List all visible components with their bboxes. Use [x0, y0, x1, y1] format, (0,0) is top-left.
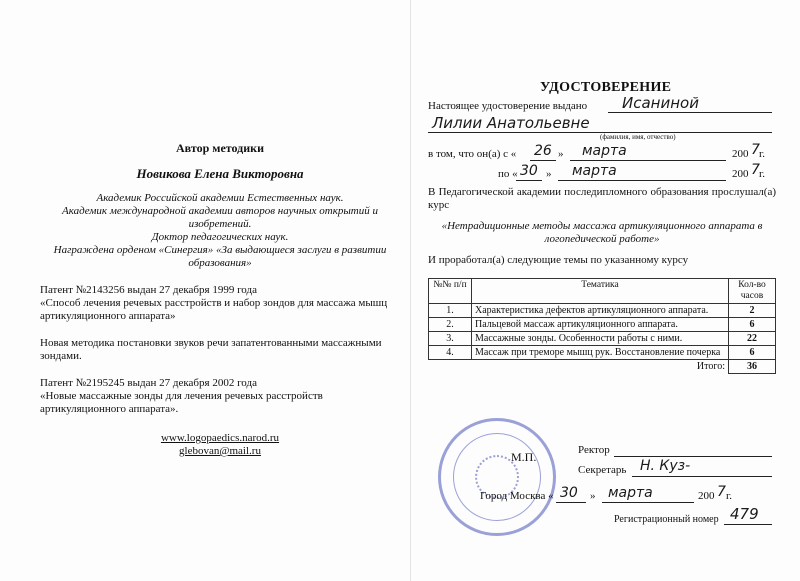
row-topic: Массаж при треморе мышц рук. Восстановление почерка: [472, 346, 729, 360]
issued-label: Настоящее удостоверение выдано: [428, 100, 588, 112]
patent-1-title: «Способ лечения речевых расстройств и набор зондов для массажа мышц артикуляционного аппарата»: [40, 297, 388, 322]
author-name: Новикова Елена Викторовна: [136, 166, 304, 181]
official-seal: [438, 418, 556, 536]
issued-name: Лилии Анатольевне: [432, 114, 590, 132]
issue-year-prefix: 200: [698, 490, 715, 502]
col-header-hours: Кол-во часов: [729, 279, 776, 304]
to-month-line: [558, 163, 726, 181]
topics-intro: И проработал(а) следующие темы по указанному курсу: [428, 254, 689, 266]
secretary-signature-line: [632, 458, 772, 477]
issued-surname-line: [608, 94, 772, 113]
to-label: по «: [498, 168, 518, 180]
issued-name-line: [428, 114, 772, 133]
table-row: [429, 318, 776, 332]
col-header-num: №№ п/п: [429, 279, 472, 304]
topics-table: [428, 278, 776, 374]
from-year-prefix: 200: [732, 148, 749, 160]
col-header-topic: Тематика: [472, 279, 729, 304]
patent-1-number: Патент №2143256 выдан 27 декабря 1999 года: [40, 284, 257, 296]
reg-label: Регистрационный номер: [614, 514, 719, 525]
to-day: 30: [520, 163, 538, 179]
issue-day: 30: [560, 485, 578, 501]
quote-close: »: [558, 148, 564, 160]
row-hours: 6: [729, 318, 776, 332]
author-title-line: Награждена орденом «Синергия» «За выдающиеся заслуги в развитии образования»: [53, 244, 387, 269]
from-label: в том, что он(а) с «: [428, 148, 517, 160]
patent-2-title: «Новые массажные зонды для лечения речевых расстройств артикуляционного аппарата».: [40, 390, 323, 415]
table-header-row: [429, 279, 776, 304]
to-day-line: [516, 163, 542, 181]
row-topic: Массажные зонды. Особенности работы с ними.: [472, 332, 729, 346]
academy-text: В Педагогической академии последипломного образования прослушал(а) курс: [428, 186, 776, 211]
from-day: 26: [534, 143, 552, 159]
patent-2: [40, 377, 400, 416]
total-label: Итого:: [429, 360, 729, 374]
row-topic: Характеристика дефектов артикуляционного аппарата.: [472, 304, 729, 318]
certificate-title: УДОСТОВЕРЕНИЕ: [540, 80, 672, 95]
to-month: марта: [572, 163, 617, 179]
row-num: 1.: [429, 304, 472, 318]
patent-2-number: Патент №2195245 выдан 27 декабря 2002 года: [40, 377, 257, 389]
rector-signature-line: [614, 442, 772, 457]
author-heading: Автор методики: [176, 141, 264, 155]
to-year-suffix: г.: [759, 168, 766, 180]
author-titles: [40, 192, 400, 270]
from-day-line: [530, 143, 556, 161]
issue-month-line: [602, 485, 694, 503]
reg-number-line: [724, 505, 772, 525]
city-label: Город Москва «: [480, 490, 554, 502]
course-title: «Нетрадиционные методы массажа артикуляционного аппарата в логопедической работе»: [441, 220, 763, 245]
stamp-label: М.П.: [511, 450, 537, 464]
author-title-line: Академик Российской академии Естественных наук.: [96, 192, 344, 204]
left-page: [40, 135, 400, 458]
row-hours: 6: [729, 346, 776, 360]
issue-year-suffix: г.: [726, 490, 733, 502]
method-note: Новая методика постановки звуков речи запатентованными массажными зондами.: [40, 337, 382, 362]
total-hours: 36: [729, 360, 776, 374]
to-year-digit: 7: [751, 162, 760, 178]
issued-surname: Исаниной: [622, 94, 699, 112]
from-month-line: [570, 143, 726, 161]
page-fold: [410, 0, 411, 581]
table-row: [429, 332, 776, 346]
website-link[interactable]: www.logopaedics.narod.ru: [160, 432, 280, 444]
from-year-digit: 7: [751, 142, 760, 158]
to-year-prefix: 200: [732, 168, 749, 180]
author-title-line: Академик международной академии авторов научных открытий и изобретений.: [62, 205, 378, 230]
issue-day-line: [556, 485, 586, 503]
row-topic: Пальцевой массаж артикуляционного аппарата.: [472, 318, 729, 332]
contact-links: [40, 432, 400, 458]
table-row: [429, 304, 776, 318]
row-hours: 22: [729, 332, 776, 346]
row-num: 4.: [429, 346, 472, 360]
table-row: [429, 346, 776, 360]
rector-label: Ректор: [578, 444, 610, 456]
row-num: 3.: [429, 332, 472, 346]
from-month: марта: [582, 143, 627, 159]
quote-close: »: [590, 490, 596, 502]
reg-number: 479: [730, 505, 759, 523]
quote-close: »: [546, 168, 552, 180]
secretary-label: Секретарь: [578, 464, 627, 476]
email-link[interactable]: glebovan@mail.ru: [179, 445, 261, 457]
row-num: 2.: [429, 318, 472, 332]
patent-1: [40, 284, 400, 323]
row-hours: 2: [729, 304, 776, 318]
secretary-signature: Н. Куз-: [640, 458, 691, 474]
name-hint: (фамилия, имя, отчество): [600, 133, 676, 141]
from-year-suffix: г.: [759, 148, 766, 160]
author-title-line: Доктор педагогических наук.: [151, 231, 289, 243]
issue-month: марта: [608, 485, 653, 501]
issue-year-digit: 7: [717, 484, 726, 500]
total-row: [429, 360, 776, 374]
